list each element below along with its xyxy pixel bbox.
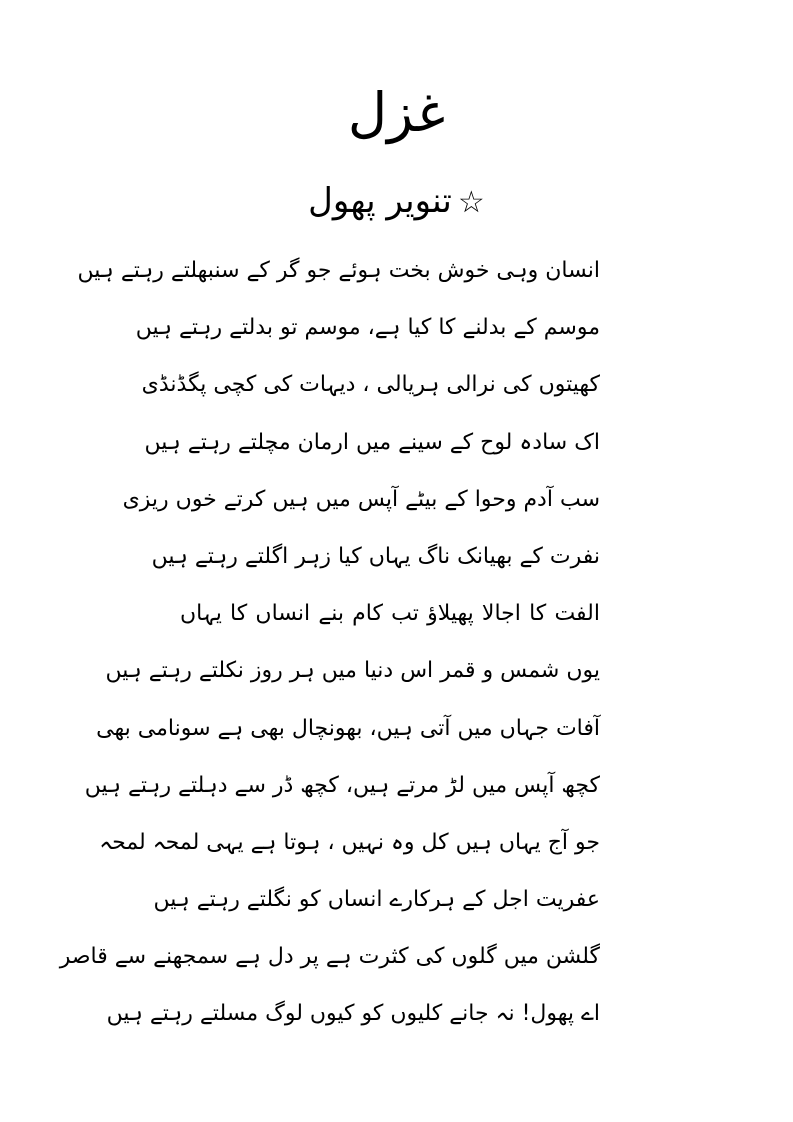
verse-line-4: اک سادہ لوح کے سینے میں ارمان مچلتے رہتے ہیں: [144, 429, 600, 455]
verse-line-1: انسان وہی خوش بخت ہوئے جو گر کے سنبھلتے رہتے ہیں: [77, 258, 600, 283]
verse-line-5: سب آدم وحوا کے بیٹے آپس میں ہیں کرتے خوں ریزی: [122, 486, 600, 512]
star-icon: ☆: [457, 185, 485, 220]
verse-line-8: یوں شمس و قمر اس دنیا میں ہر روز نکلتے رہتے ہیں: [105, 658, 600, 684]
verse-line-10: کچھ آپس میں لڑ مرتے ہیں، کچھ ڈر سے دہلتے رہتے ہیں: [84, 772, 600, 798]
poet-name: تنویر پھول: [308, 181, 452, 221]
verse-line-12: عفریت اجل کے ہرکارے انساں کو نگلتے رہتے ہیں: [153, 887, 600, 913]
verse-line-2: موسم کے بدلنے کا کیا ہے، موسم تو بدلتے رہتے ہیں: [135, 315, 600, 341]
poet-byline: [0, 176, 793, 228]
verse-line-6: نفرت کے بھیانک ناگ یہاں کیا زہر اگلتے رہتے ہیں: [151, 543, 600, 569]
poem-title: غزل: [347, 81, 446, 144]
verse-line-13: گلشن میں گلوں کی کثرت ہے پر دل ہے سمجھنے سے قاصر: [59, 944, 600, 970]
verse-line-3: کھیتوں کی نرالی ہریالی ، دیہات کی کچی پگڈنڈی: [141, 372, 600, 398]
verse-line-11: جو آج یہاں ہیں کل وہ نہیں ، ہوتا ہے یہی لمحہ لمحہ: [99, 829, 600, 855]
verse-line-7: الفت کا اجالا پھیلاؤ تب کام بنے انساں کا یہاں: [180, 601, 600, 627]
verse-line-9: آفات جہاں میں آتی ہیں، بھونچال بھی ہے سونامی بھی: [96, 715, 600, 741]
verse-line-14: اے پھول! نہ جانے کلیوں کو کیوں لوگ مسلتے رہتے ہیں: [106, 1001, 600, 1027]
poem-body: [59, 242, 600, 1043]
